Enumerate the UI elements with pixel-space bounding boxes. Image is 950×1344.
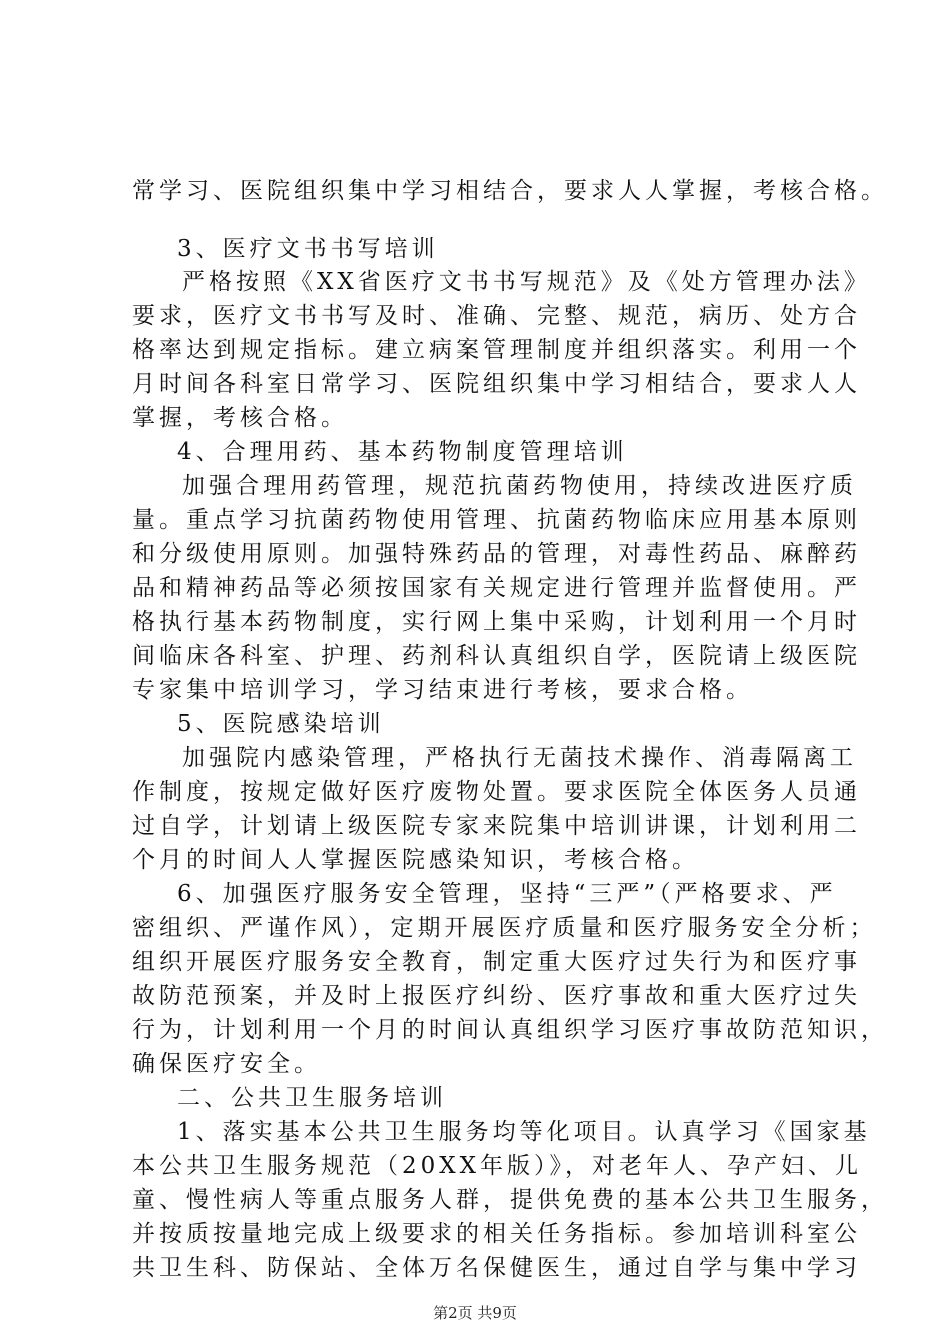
text-line: 过自学，计划请上级医院专家来院集中培训讲课，计划利用二 <box>132 813 861 839</box>
section-heading: 3、医疗文书书写培训 <box>177 236 439 262</box>
text-line: 掌握，考核合格。 <box>132 405 348 431</box>
text-line: 个月的时间人人掌握医院感染知识，考核合格。 <box>132 847 699 873</box>
text-line: 确保医疗安全。 <box>132 1051 321 1077</box>
text-line: 加强院内感染管理，严格执行无菌技术操作、消毒隔离工 <box>182 745 857 771</box>
text-line: 并按质按量地完成上级要求的相关任务指标。参加培训科室公 <box>132 1221 861 1247</box>
section-heading: 二、公共卫生服务培训 <box>177 1085 447 1111</box>
text-line: 童、慢性病人等重点服务人群，提供免费的基本公共卫生服务， <box>132 1187 888 1213</box>
text-line: 行为，计划利用一个月的时间认真组织学习医疗事故防范知识， <box>132 1017 888 1043</box>
section-heading: 4、合理用药、基本药物制度管理培训 <box>177 439 628 465</box>
text-line: 间临床各科室、护理、药剂科认真组织自学，医院请上级医院 <box>132 643 861 669</box>
text-line: 作制度，按规定做好医疗废物处置。要求医院全体医务人员通 <box>132 779 861 805</box>
text-line: 本公共卫生服务规范（20XX年版）》，对老年人、孕产妇、儿 <box>132 1153 863 1179</box>
text-line: 和分级使用原则。加强特殊药品的管理，对毒性药品、麻醉药 <box>132 541 861 567</box>
page-number-footer: 第2页 共9页 <box>433 1304 517 1322</box>
text-line: 量。重点学习抗菌药物使用管理、抗菌药物临床应用基本原则 <box>132 507 861 533</box>
text-line: 格率达到规定指标。建立病案管理制度并组织落实。利用一个 <box>132 337 861 363</box>
text-line: 1、落实基本公共卫生服务均等化项目。认真学习《国家基 <box>177 1119 871 1145</box>
text-line: 故防范预案，并及时上报医疗纠纷、医疗事故和重大医疗过失 <box>132 983 861 1009</box>
text-line: 要求，医疗文书书写及时、准确、完整、规范，病历、处方合 <box>132 303 861 329</box>
text-line: 格执行基本药物制度，实行网上集中采购，计划利用一个月时 <box>132 609 861 635</box>
text-line: 月时间各科室日常学习、医院组织集中学习相结合，要求人人 <box>132 371 861 397</box>
text-line: 常学习、医院组织集中学习相结合，要求人人掌握，考核合格。 <box>132 178 888 204</box>
text-line: 专家集中培训学习，学习结束进行考核，要求合格。 <box>132 677 753 703</box>
text-line: 加强合理用药管理，规范抗菌药物使用，持续改进医疗质 <box>182 473 857 499</box>
text-line: 6、加强医疗服务安全管理，坚持“三严”（严格要求、严 <box>177 881 837 907</box>
text-line: 组织开展医疗服务安全教育，制定重大医疗过失行为和医疗事 <box>132 949 861 975</box>
text-line: 严格按照《XX省医疗文书书写规范》及《处方管理办法》 <box>182 269 871 295</box>
text-line: 密组织、严谨作风），定期开展医疗质量和医疗服务安全分析； <box>132 915 877 941</box>
section-heading: 5、医院感染培训 <box>177 711 385 737</box>
text-line: 品和精神药品等必须按国家有关规定进行管理并监督使用。严 <box>132 575 861 601</box>
text-line: 共卫生科、防保站、全体万名保健医生，通过自学与集中学习 <box>132 1255 861 1281</box>
